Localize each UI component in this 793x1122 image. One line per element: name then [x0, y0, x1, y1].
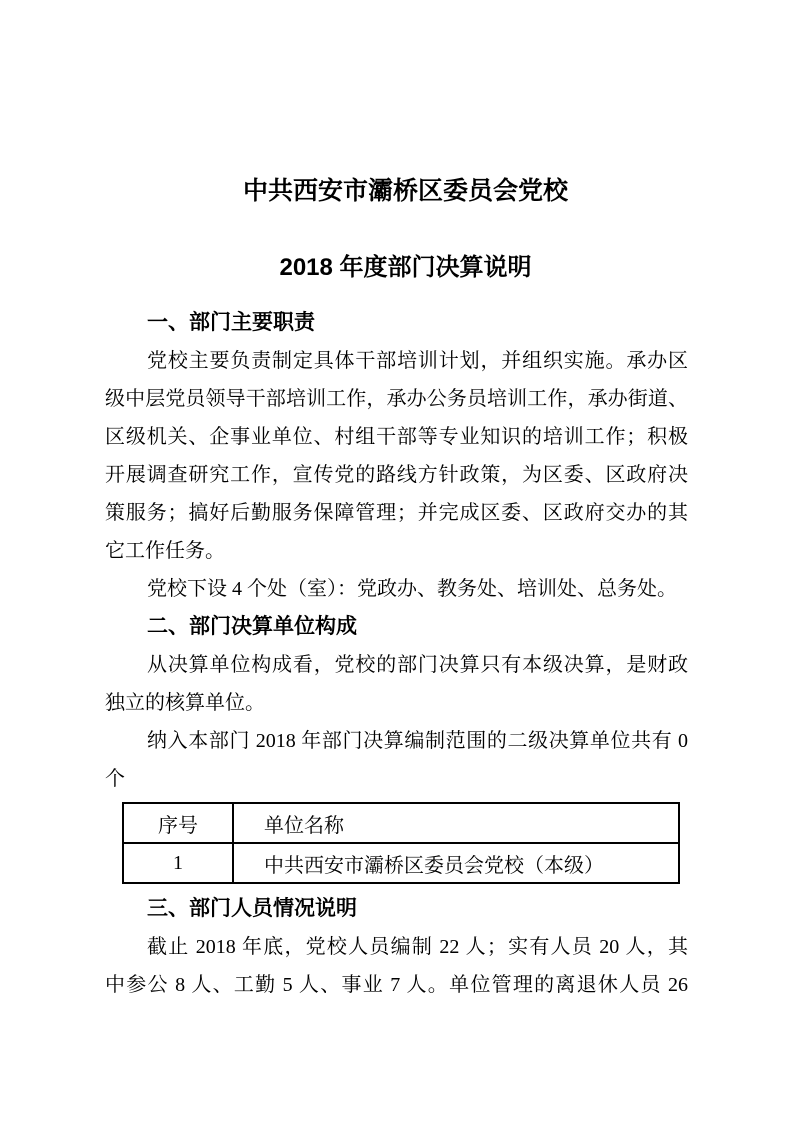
- section1-paragraph1-line3: 区级机关、企事业单位、村组干部等专业知识的培训工作；积极: [105, 426, 688, 448]
- section3-paragraph1-line2: 中参公 8 人、工勤 5 人、事业 7 人。单位管理的离退休人员 26: [105, 974, 688, 996]
- document-title: 中共西安市灞桥区委员会党校: [242, 177, 568, 205]
- table-cell-unit-name: 中共西安市灞桥区委员会党校（本级）: [233, 843, 679, 883]
- table-cell-index: 1: [123, 843, 233, 883]
- section1-paragraph1-line2: 级中层党员领导干部培训工作，承办公务员培训工作，承办街道、: [105, 388, 688, 410]
- budget-unit-table: [122, 802, 680, 884]
- section2-heading: 二、部门决算单位构成: [147, 615, 357, 638]
- section1-paragraph1-line5: 策服务；搞好后勤服务保障管理；并完成区委、区政府交办的其: [105, 502, 688, 524]
- unit-table-header-row: [123, 803, 679, 843]
- section1-paragraph1-line6: 它工作任务。: [105, 540, 225, 562]
- section2-paragraph2-line1: 纳入本部门 2018 年部门决算编制范围的二级决算单位共有 0: [147, 730, 688, 752]
- section1-paragraph1-line4: 开展调查研究工作，宣传党的路线方针政策，为区委、区政府决: [105, 464, 688, 486]
- section1-paragraph1-line1: 党校主要负责制定具体干部培训计划，并组织实施。承办区: [147, 350, 688, 372]
- section1-paragraph2-line1: 党校下设 4 个处（室）：党政办、教务处、培训处、总务处。: [147, 578, 677, 600]
- table-header-index: 序号: [123, 803, 233, 843]
- section2-paragraph1-line1: 从决算单位构成看，党校的部门决算只有本级决算，是财政: [147, 654, 688, 676]
- table-header-unit-name: 单位名称: [233, 803, 679, 843]
- unit-table-data-row: [123, 843, 679, 883]
- section2-paragraph2-line2: 个: [105, 768, 125, 790]
- section1-heading: 一、部门主要职责: [147, 311, 315, 334]
- section2-paragraph1-line2: 独立的核算单位。: [105, 692, 265, 714]
- section3-heading: 三、部门人员情况说明: [147, 897, 357, 920]
- document-subtitle: 2018 年度部门决算说明: [279, 254, 532, 281]
- section3-paragraph1-line1: 截止 2018 年底，党校人员编制 22 人；实有人员 20 人，其: [147, 936, 688, 958]
- budget-unit-table-body: [123, 803, 679, 883]
